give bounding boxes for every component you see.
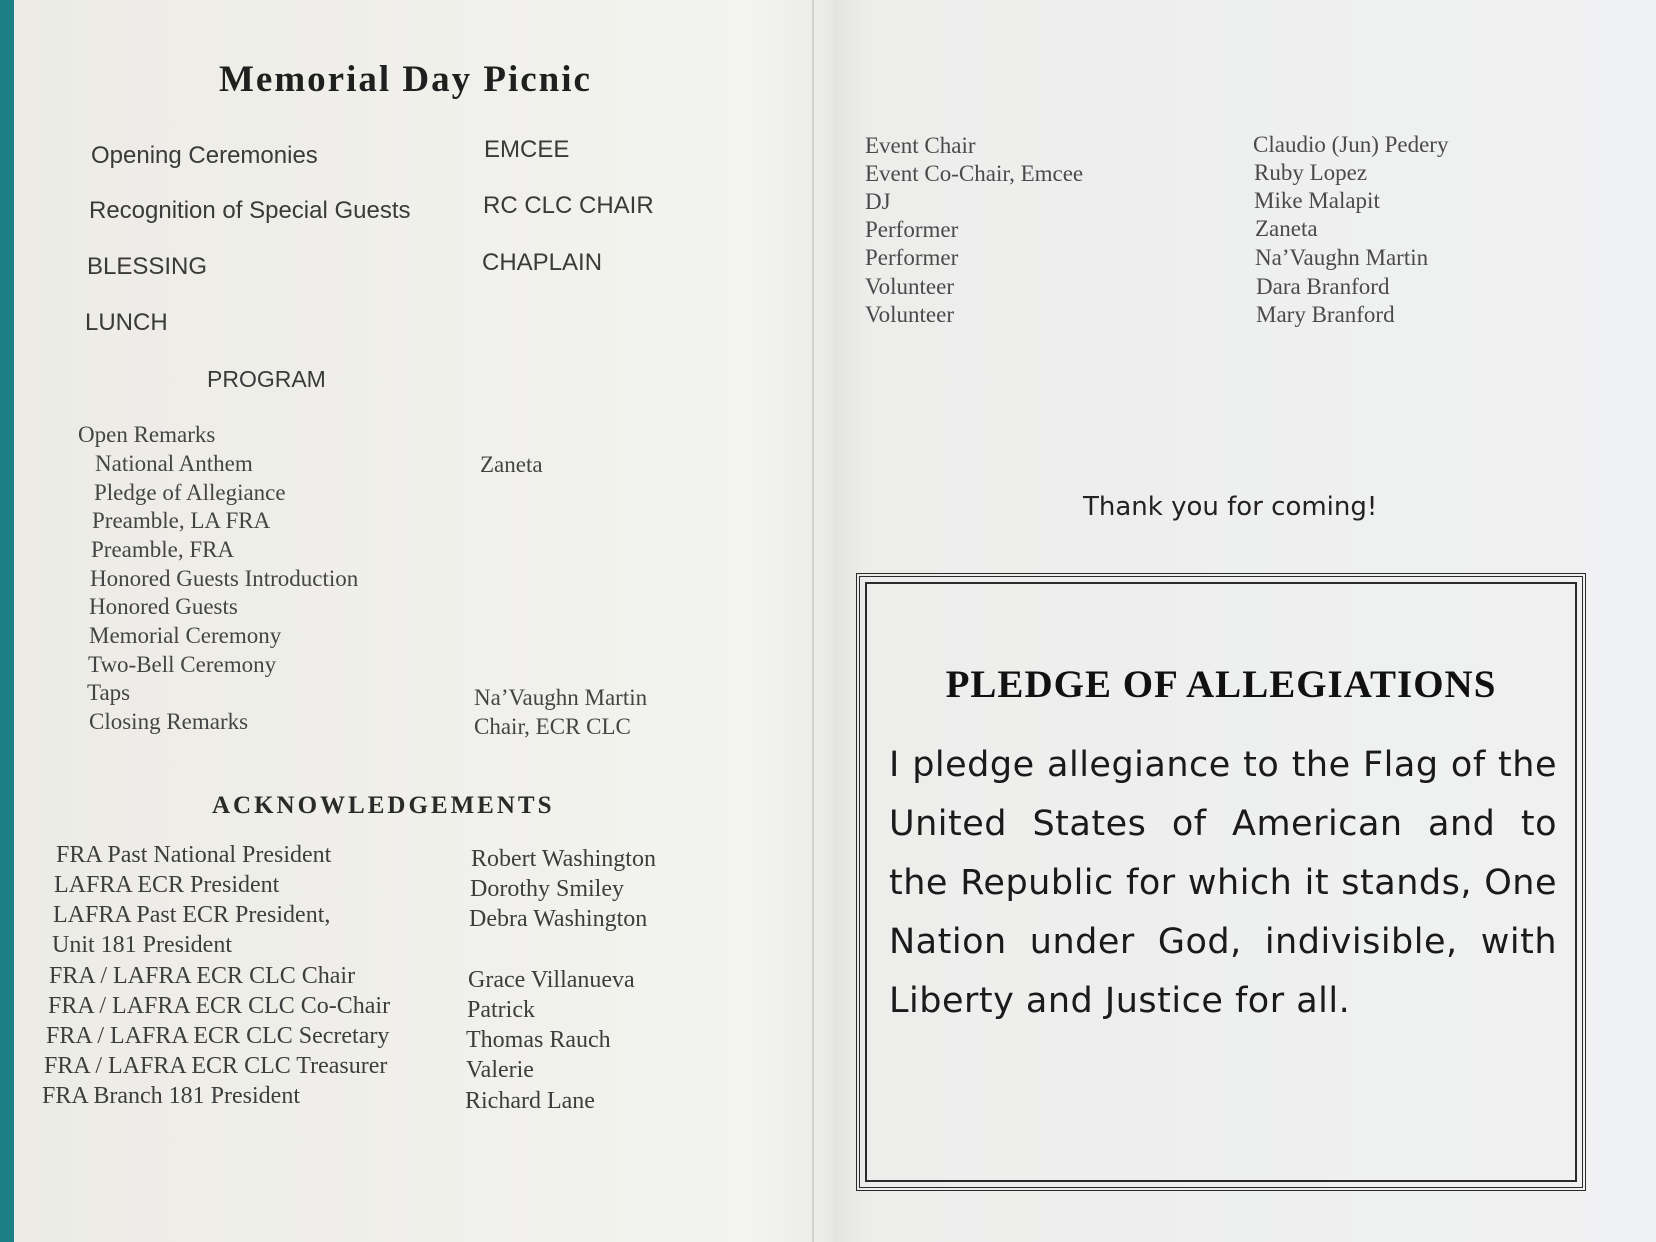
ack-title: FRA / LAFRA ECR CLC Secretary: [46, 1023, 390, 1049]
ack-title: LAFRA ECR President: [54, 872, 280, 898]
program-item: Two-Bell Ceremony: [88, 652, 277, 677]
ack-title: LAFRA Past ECR President,: [53, 902, 331, 928]
program-heading: PROGRAM: [207, 366, 326, 392]
page-title: Memorial Day Picnic: [219, 59, 592, 100]
ack-name: Dorothy Smiley: [470, 876, 624, 902]
crew-role: Volunteer: [865, 302, 955, 327]
schedule-label: LUNCH: [85, 309, 168, 336]
crew-name: Zaneta: [1255, 216, 1318, 241]
program-item: Taps: [87, 680, 131, 705]
ack-title: FRA Past National President: [56, 842, 332, 868]
ack-name: Valerie: [466, 1057, 534, 1083]
crew-role: DJ: [865, 189, 891, 214]
acknowledgements-heading: ACKNOWLEDGEMENTS: [212, 792, 555, 819]
crew-role: Performer: [865, 245, 959, 270]
program-performer: Na’Vaughn Martin: [474, 685, 648, 710]
program-item: Pledge of Allegiance: [94, 480, 286, 505]
schedule-role: RC CLC CHAIR: [483, 192, 654, 219]
ack-name: Patrick: [467, 997, 535, 1023]
ack-title: Unit 181 President: [52, 932, 232, 958]
ack-title: FRA Branch 181 President: [42, 1083, 300, 1109]
thank-you-note: Thank you for coming!: [1083, 492, 1378, 522]
ack-name: Thomas Rauch: [466, 1027, 611, 1053]
crew-name: Mike Malapit: [1254, 188, 1380, 213]
program-performer: Chair, ECR CLC: [474, 714, 631, 739]
program-item: Preamble, FRA: [91, 537, 235, 562]
schedule-label: BLESSING: [87, 253, 208, 280]
schedule-label: Recognition of Special Guests: [89, 197, 411, 224]
fold-crease: [812, 0, 814, 1242]
crew-role: Volunteer: [865, 274, 955, 299]
pledge-title: PLEDGE OF ALLEGIATIONS: [945, 663, 1497, 706]
program-item: Honored Guests Introduction: [90, 566, 359, 591]
program-item: Open Remarks: [78, 422, 216, 447]
ack-title: FRA / LAFRA ECR CLC Treasurer: [44, 1053, 388, 1079]
ack-title: FRA / LAFRA ECR CLC Chair: [49, 963, 356, 989]
ack-name: Richard Lane: [465, 1088, 595, 1114]
program-item: Preamble, LA FRA: [92, 508, 271, 533]
crew-role: Performer: [865, 217, 959, 242]
crew-name: Dara Branford: [1256, 274, 1390, 299]
program-sheet: [14, 0, 1656, 1242]
crew-name: Claudio (Jun) Pedery: [1253, 132, 1449, 157]
program-item: Closing Remarks: [89, 709, 249, 734]
ack-title: FRA / LAFRA ECR CLC Co-Chair: [48, 993, 391, 1019]
crew-name: Na’Vaughn Martin: [1255, 245, 1429, 270]
ack-name: Robert Washington: [471, 846, 656, 872]
pledge-box-inner: [865, 582, 1577, 1182]
crew-name: Ruby Lopez: [1254, 160, 1368, 185]
pledge-text: I pledge allegiance to the Flag of the United States of American and to the Republic for which it stands, One Nation under God, indivisible, with Liberty and Justice for all.: [889, 745, 1557, 1021]
schedule-label: Opening Ceremonies: [91, 142, 318, 169]
program-item: Honored Guests: [89, 594, 238, 619]
crew-role: Event Chair: [865, 133, 976, 158]
program-item: Memorial Ceremony: [89, 623, 282, 648]
crew-name: Mary Branford: [1256, 302, 1395, 327]
schedule-role: EMCEE: [484, 136, 570, 163]
ack-name: Grace Villanueva: [468, 967, 635, 993]
schedule-role: CHAPLAIN: [482, 249, 603, 276]
program-item: National Anthem: [95, 451, 253, 476]
crew-role: Event Co-Chair, Emcee: [865, 161, 1084, 186]
ack-name: Debra Washington: [469, 906, 648, 932]
program-performer: Zaneta: [480, 452, 543, 477]
pledge-box: [856, 573, 1586, 1191]
